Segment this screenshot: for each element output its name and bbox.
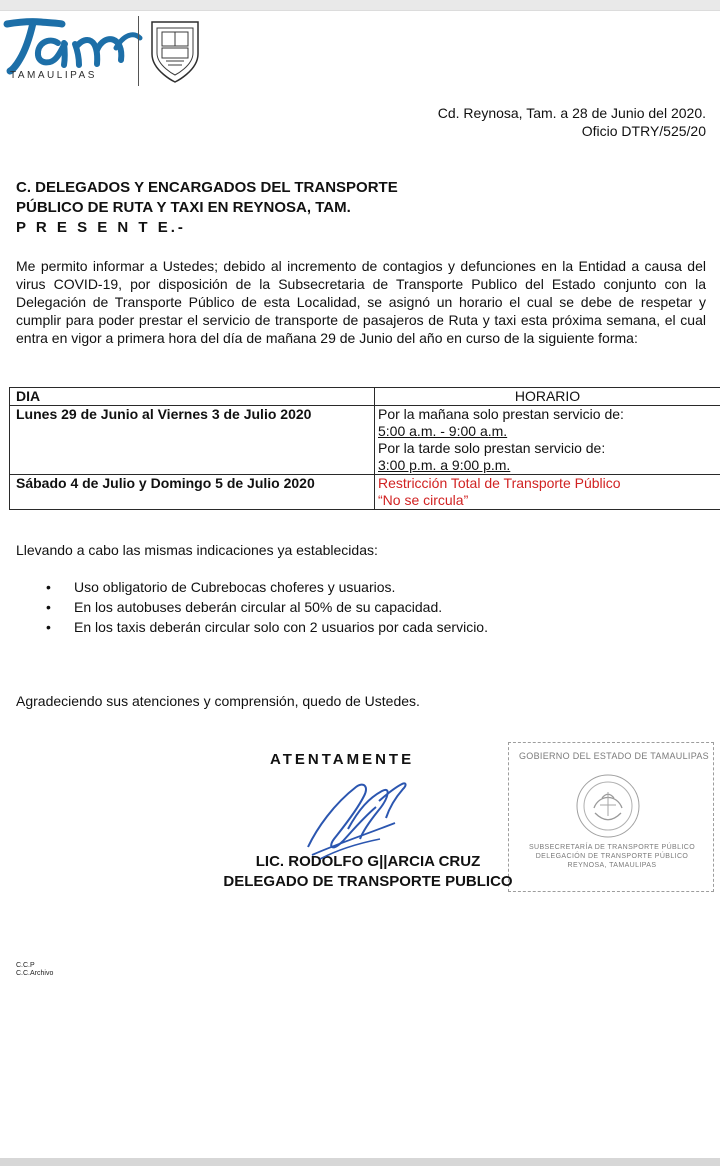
footer-ccp-label: C.C.P bbox=[16, 962, 35, 969]
bullet-item: • En los autobuses deberán circular al 50% de su capacidad. bbox=[42, 597, 702, 617]
logo-divider bbox=[138, 16, 139, 86]
table-header-row bbox=[10, 388, 720, 406]
bullet-list bbox=[42, 577, 702, 637]
top-bar bbox=[0, 0, 720, 11]
salutation-line-1: C. DELEGADOS Y ENCARGADOS DEL TRANSPORTE bbox=[16, 179, 398, 196]
logo bbox=[2, 12, 142, 94]
state-seal-icon bbox=[146, 16, 204, 86]
header-horario: HORARIO bbox=[375, 388, 720, 406]
row-1-afternoon-text: Por la tarde solo prestan servicio de: bbox=[378, 440, 606, 456]
footer-copies bbox=[16, 962, 53, 978]
footer-archivo-label: C.C.Archivo bbox=[16, 970, 54, 977]
followup-text: Llevando a cabo las mismas indicaciones ya establecidas: bbox=[16, 542, 378, 558]
logo-subtitle: TAMAULIPAS bbox=[10, 70, 97, 81]
place-date: Cd. Reynosa, Tam. a 28 de Junio del 2020. bbox=[437, 105, 706, 121]
stamp-line-3: REYNOSA, TAMAULIPAS bbox=[567, 862, 657, 869]
atentamente-label: ATENTAMENTE bbox=[270, 751, 415, 768]
schedule-table bbox=[9, 387, 720, 510]
closing-text: Agradeciendo sus atenciones y comprensión, quedo de Ustedes. bbox=[16, 693, 420, 709]
row-2-restriction-note: “No se circula” bbox=[378, 492, 469, 508]
stamp-seal-icon bbox=[571, 769, 645, 843]
stamp-line-2: DELEGACIÓN DE TRANSPORTE PÚBLICO bbox=[535, 853, 689, 860]
header-dia: DIA bbox=[10, 388, 375, 406]
table-row bbox=[10, 475, 720, 510]
salutation-line-2: PÚBLICO DE RUTA Y TAXI EN REYNOSA, TAM. bbox=[16, 199, 351, 216]
signature-icon bbox=[290, 763, 420, 878]
salutation bbox=[16, 178, 706, 238]
row-2-horario bbox=[375, 475, 720, 510]
stamp-line-1: SUBSECRETARÍA DE TRANSPORTE PÚBLICO bbox=[528, 844, 696, 851]
tam-logo-icon bbox=[2, 12, 142, 74]
stamp-top-text: GOBIERNO DEL ESTADO DE TAMAULIPAS bbox=[519, 751, 709, 761]
intro-paragraph: Me permito informar a Ustedes; debido al incremento de contagios y defunciones en la Entidad a causa del virus COVID-19, por disposición de la Subsecretaria de Transporte Publico del Estado conjunto con la Delegación de Transporte Público de esta Localidad, se asignó un horario el cual se debe de respetar y cumplir para poder prestar el servicio de transporte de pasajeros de Ruta y taxi esta próxima semana, el cual entra en vigor a primera hora del día de mañana 29 de Junio del año en curso de la siguiente forma: bbox=[16, 258, 706, 346]
row-1-morning-time: 5:00 a.m. - 9:00 a.m. bbox=[378, 423, 508, 439]
table-row bbox=[10, 406, 720, 475]
bullet-item: • Uso obligatorio de Cubrebocas choferes y usuarios. bbox=[42, 577, 702, 597]
row-1-horario bbox=[375, 406, 720, 475]
row-2-dia: Sábado 4 de Julio y Domingo 5 de Julio 2020 bbox=[10, 475, 375, 510]
bottom-bar bbox=[0, 1158, 720, 1166]
signatory-name: LIC. RODOLFO G||ARCIA CRUZ bbox=[255, 853, 481, 870]
signatory-title: DELEGADO DE TRANSPORTE PUBLICO bbox=[223, 873, 513, 890]
presente-line: P R E S E N T E.- bbox=[16, 219, 186, 236]
row-1-morning-text: Por la mañana solo prestan servicio de: bbox=[378, 406, 624, 422]
row-1-afternoon-time: 3:00 p.m. a 9:00 p.m. bbox=[378, 457, 511, 473]
row-1-dia: Lunes 29 de Junio al Viernes 3 de Julio 2020 bbox=[10, 406, 375, 475]
oficio-number: Oficio DTRY/525/20 bbox=[581, 123, 706, 139]
header-right bbox=[438, 104, 706, 140]
row-2-restriction-text: Restricción Total de Transporte Público bbox=[378, 475, 621, 491]
bullet-item: • En los taxis deberán circular solo con 2 usuarios por cada servicio. bbox=[42, 617, 702, 637]
